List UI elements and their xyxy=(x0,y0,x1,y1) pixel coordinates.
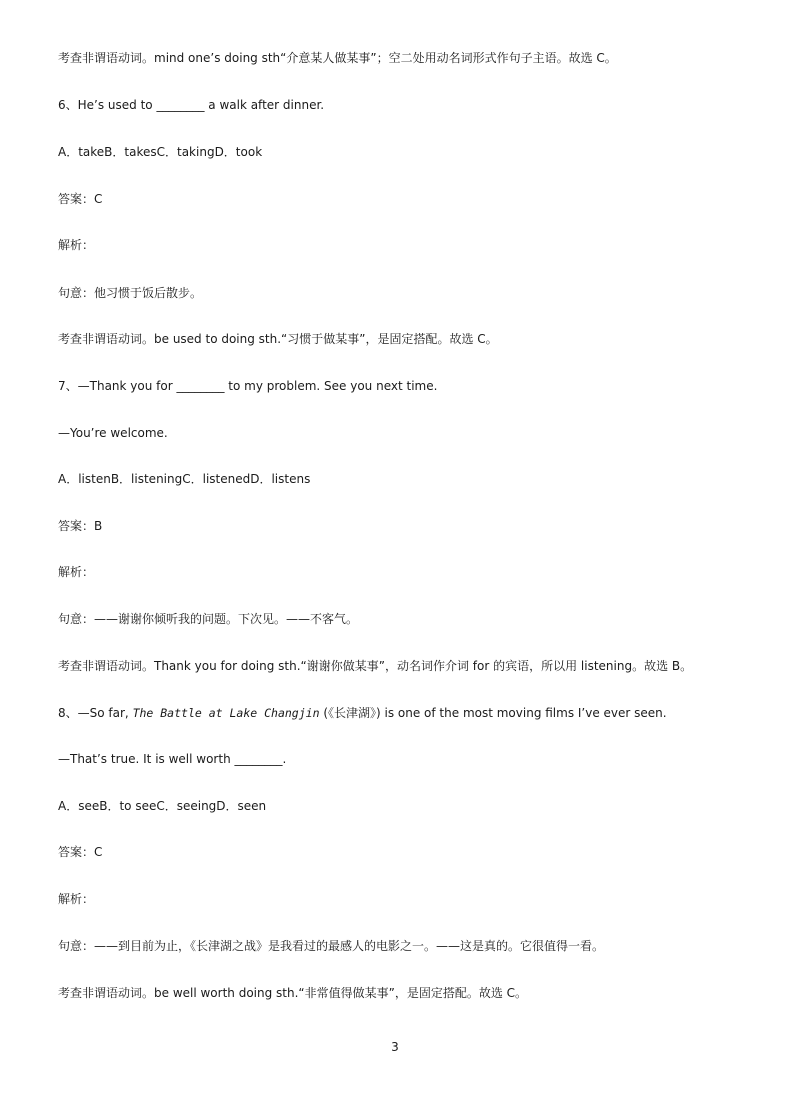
question-7: 7、—Thank you for ________ to my problem. See you next time. xyxy=(58,379,438,393)
explanation-6: 考查非谓语动词。be used to doing sth.“习惯于做某事”，是固定搭配。故选 C。 xyxy=(58,332,498,346)
meaning-6: 句意：他习惯于饭后散步。 xyxy=(58,286,203,300)
question-8-prefix: 8、—So far, xyxy=(58,706,133,720)
explanation-7: 考查非谓语动词。Thank you for doing sth.“谢谢你做某事”，动名词作介词 for 的宾语，所以用 listening。故选 B。 xyxy=(58,659,693,673)
question-6: 6、He’s used to ________ a walk after dinner. xyxy=(58,98,325,112)
meaning-7: 句意：——谢谢你倾听我的问题。下次见。——不客气。 xyxy=(58,612,359,626)
question-8-suffix: (《长津湖》) is one of the most moving films I’ve ever seen. xyxy=(323,706,667,720)
meaning-8: 句意：——到目前为止，《长津湖之战》是我看过的最感人的电影之一。——这是真的。它很值得一看。 xyxy=(58,939,605,953)
analysis-label-7: 解析： xyxy=(58,565,95,579)
answer-8: 答案：C xyxy=(58,845,103,859)
analysis-label-8: 解析： xyxy=(58,892,95,906)
question-8 xyxy=(58,704,750,722)
film-title: The Battle at Lake Changjin xyxy=(132,706,320,720)
answer-7: 答案：B xyxy=(58,519,103,533)
question-8-reply: —That’s true. It is well worth ________. xyxy=(58,752,287,766)
options-6: A．takeB．takesC．takingD．took xyxy=(58,145,263,159)
page-number: 3 xyxy=(391,1040,399,1054)
question-7-reply: —You’re welcome. xyxy=(58,426,168,440)
options-8: A．seeB．to seeC．seeingD．seen xyxy=(58,799,267,813)
analysis-label-6: 解析： xyxy=(58,238,95,252)
explanation-8: 考查非谓语动词。be well worth doing sth.“非常值得做某事”，是固定搭配。故选 C。 xyxy=(58,986,528,1000)
answer-6: 答案：C xyxy=(58,192,103,206)
options-7: A．listenB．listeningC．listenedD．listens xyxy=(58,472,311,486)
explanation-text: 考查非谓语动词。mind one’s doing sth“介意某人做某事”；空二处用动名词形式作句子主语。故选 C。 xyxy=(58,51,617,65)
